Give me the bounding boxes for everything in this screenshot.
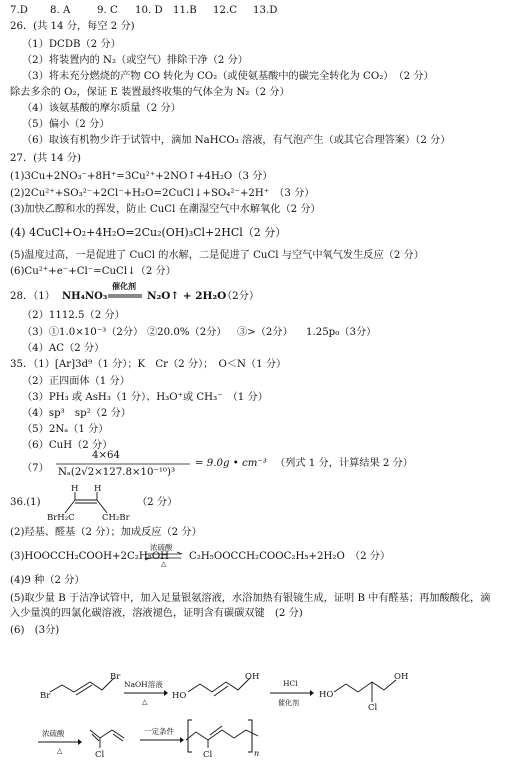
- scheme-br-right: Br: [110, 672, 121, 682]
- scheme-cl-2: Cl: [95, 750, 105, 760]
- q26-answer-1: （1）DCDB（2 分）: [22, 39, 121, 50]
- q36-answer-1-score: （2 分）: [137, 497, 178, 508]
- q26-answer-4: （4）该氨基酸的摩尔质量（2 分）: [22, 103, 181, 114]
- answer-9: 9. C: [97, 5, 118, 16]
- q28-answer-3c: ③>（2分）: [237, 327, 293, 338]
- q35-fraction-denominator: Nₐ(2√2×127.8×10⁻¹⁰)³: [58, 467, 176, 478]
- scheme-ho-2: HO: [319, 690, 334, 700]
- q36-answer-6: (6) (3分): [10, 625, 60, 636]
- scheme-oh-2: OH: [394, 672, 409, 682]
- q28-eq-left: NH₄NO₃: [62, 291, 108, 302]
- scheme-br-left: Br: [40, 691, 51, 701]
- q35-answer-6: （6）CuH（2 分）: [22, 440, 113, 451]
- scheme-r1-bot: △: [142, 698, 148, 706]
- q27-answer-6: (6)Cu²⁺+e⁻+Cl⁻=CuCl↓（2 分）: [10, 266, 176, 277]
- answer-8: 8. A: [50, 5, 71, 16]
- q26-answer-6: （6）取该有机物少许于试管中，滴加 NaHCO₃ 溶液，有气泡产生（或其它合理答案）（2 分）: [22, 135, 451, 146]
- q26-answer-3-cont: 除去多余的 O₂，保证 E 装置最终收集的气体全为 N₂（2 分）: [10, 87, 290, 98]
- q27-answer-1: (1)3Cu+2NO₃⁻+8H⁺=3Cu²⁺+2NO↑+4H₂O（3 分）: [10, 171, 273, 182]
- q35-answer-3: （3）PH₃ 或 AsH₃（1 分）、H₃O⁺或 CH₃⁻ （1 分）: [22, 392, 268, 403]
- q36-struct-right: CH₂Br: [102, 513, 130, 523]
- scheme-r4-top: 一定条件: [144, 727, 174, 736]
- q27-answer-4: (4) 4CuCl+O₂+4H₂O=2Cu₂(OH)₃Cl+2HCl（2 分）: [10, 226, 287, 239]
- q27-heading: 27．(共 14 分): [10, 153, 81, 164]
- scheme-arrow-4: [140, 737, 184, 743]
- q28-heading: 28．（1）: [10, 291, 55, 302]
- q35-answer-2: （2）正四面体（1 分）: [22, 376, 130, 387]
- q36-answer-1-label: 36.(1): [10, 497, 41, 508]
- q26-answer-2: （2）将装置内的 N₂（或空气）排除干净（2 分）: [22, 55, 248, 66]
- q35-answer-7-label: （7）: [22, 463, 49, 474]
- q28-answer-4: （4）AC（2 分）: [22, 343, 105, 354]
- scheme-chloroprene-structure: [86, 722, 136, 756]
- scheme-cl-1: Cl: [368, 703, 378, 713]
- q26-heading: 26．(共 14 分，每空 2 分): [10, 21, 135, 32]
- q28-eq-condition: 催化剂: [112, 281, 136, 291]
- q36-answer-3-cond-bot: △: [161, 560, 167, 568]
- q36-answer-5b: 入少量溴的四氯化碳溶液，溶液褪色，证明含有碳碳双键 (2 分): [10, 608, 303, 619]
- q26-answer-3: （3）将未充分燃烧的产物 CO 转化为 CO₂（或使氨基酸中的碳完全转化为 CO₂） （2 分）: [22, 71, 434, 82]
- q36-answer-3-right: C₂H₅OOCCH₂COOC₂H₅+2H₂O （2 分）: [189, 551, 391, 562]
- q36-struct-left: BrH₂C: [47, 513, 75, 523]
- scheme-r3-bot: △: [57, 747, 63, 755]
- q35-answer-7-result: = 9.0g • cm⁻³: [195, 458, 267, 469]
- q27-answer-3: (3)加快乙醇和水的挥发，防止 CuCl 在潮湿空气中水解氧化（2 分）: [10, 204, 321, 215]
- q28-eq-score: （2分）: [222, 291, 260, 302]
- answer-13: 13.D: [253, 5, 278, 16]
- q35-fraction-bar: [56, 463, 192, 465]
- scheme-arrow-2: [270, 690, 314, 696]
- q26-answer-5: （5）偏小（2 分）: [22, 119, 110, 130]
- q27-answer-5: (5)温度过高，一是促进了 CuCl 的水解，二是促进了 CuCl 与空气中氧气发生反应（2 分）: [10, 250, 424, 261]
- q36-struct-h1: H: [71, 484, 79, 494]
- q36-answer-3-cond-top: 浓硫酸: [150, 543, 173, 552]
- q35-answer-7-score: （列式 1 分，计算结果 2 分）: [275, 458, 413, 469]
- q35-fraction-numerator: 4×64: [92, 450, 120, 461]
- q35-answer-5: （5）2Nₐ（1 分）: [22, 424, 109, 435]
- q28-eq-right: N₂O↑ + 2H₂O: [147, 290, 227, 302]
- answer-11: 11.B: [173, 5, 197, 16]
- answer-12: 12.C: [213, 5, 237, 16]
- q36-answer-4: (4)9 种（2 分）: [10, 575, 85, 586]
- scheme-ho-1: HO: [172, 691, 187, 701]
- q27-answer-2: (2)2Cu²⁺+SO₃²⁻+2Cl⁻+H₂O=2CuCl↓+SO₄²⁻+2H⁺ （3 分）: [10, 188, 315, 199]
- scheme-r1-top: NaOH溶液: [124, 680, 163, 689]
- scheme-cl-3: Cl: [203, 750, 213, 760]
- q28-answer-3a: （3）①1.0×10⁻³（2分）: [22, 327, 144, 338]
- scheme-oh-1: OH: [245, 672, 260, 682]
- q28-answer-2: （2）1112.5（2 分）: [22, 310, 125, 321]
- scheme-r3-top: 浓硫酸: [42, 729, 65, 738]
- scheme-r2-top: HCl: [283, 679, 298, 688]
- q35-answer-1: 35．（1）[Ar]3d⁹（1 分）；K Cr（2 分）； O＜N（1 分）: [10, 359, 287, 370]
- q35-answer-4: （4）sp³ sp²（2 分）: [22, 408, 131, 419]
- q36-struct-h2: H: [94, 484, 102, 494]
- q36-answer-3-left: (3)HOOCCH₂COOH+2C₂H₅OH: [10, 551, 170, 562]
- answer-10: 10. D: [135, 5, 163, 16]
- q36-answer-2: (2)羟基、醛基（2 分）；加成反应（2 分）: [10, 527, 202, 538]
- q36-answer-5a: (5)取少量 B 于洁净试管中，加入足量银氨溶液，水浴加热有银镜生成，证明 B 中有醛基；再加酸酸化，滴: [10, 593, 491, 604]
- q28-answer-3d: 1.25p₀（3分）: [306, 327, 377, 338]
- scheme-r2-bot: 催化剂: [278, 699, 299, 707]
- answer-7: 7.D: [10, 5, 28, 16]
- q28-answer-3b: ②20.0%（2分）: [147, 327, 227, 338]
- q28-eq-arrow: [108, 294, 144, 298]
- scheme-subscript-n: n: [254, 749, 260, 758]
